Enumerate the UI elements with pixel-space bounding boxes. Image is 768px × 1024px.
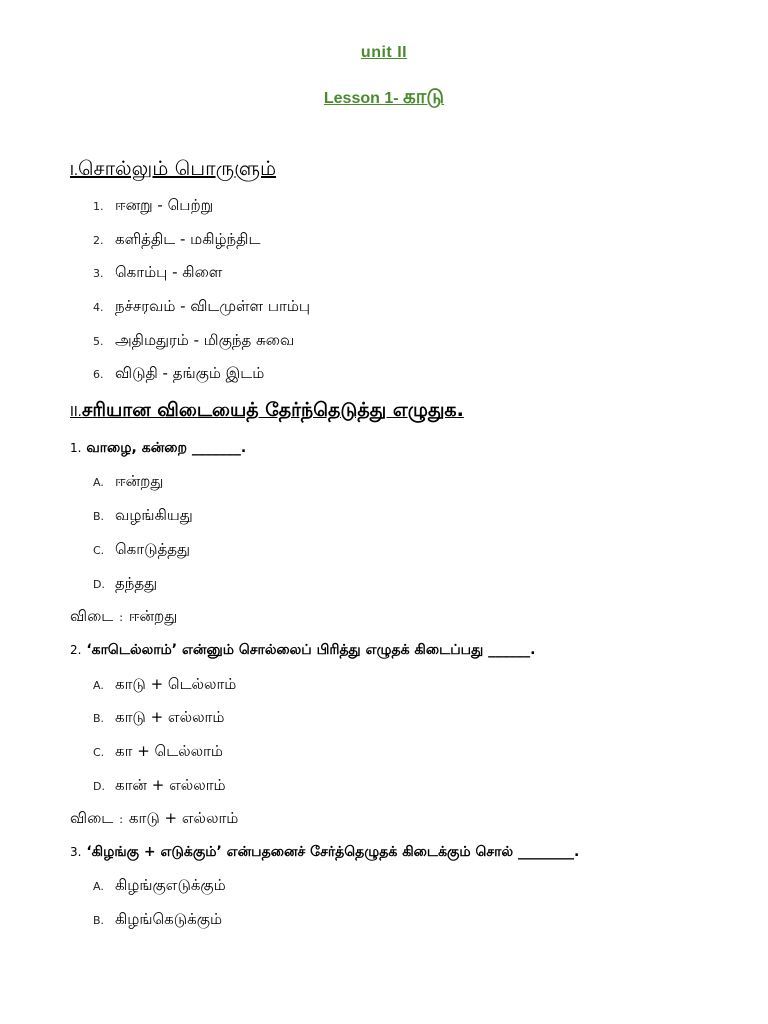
option-letter: C. [93,544,105,557]
option-text: கொடுத்தது [115,540,191,558]
item-number: 1. [93,200,104,213]
option-letter: D. [93,578,105,591]
option-b [93,506,193,526]
question-3 [70,844,579,862]
option-b [93,708,224,728]
list-item [93,331,294,351]
item-number: 2. [93,234,104,247]
option-a [93,876,226,896]
item-number: 6. [93,368,104,381]
section2-title: சரியான விடையைத் தேர்ந்தெடுத்து எழுதுக. [81,399,464,421]
question-text: ‘கிழங்கு + எடுக்கும்’ என்பதனைச் சேர்த்தெழுதக் கிடைக்கும் சொல் ________. [86,844,580,860]
list-item [93,297,310,317]
lesson-name: காடு [403,86,445,108]
option-text: காடு + டெல்லாம் [115,675,237,693]
option-text: கா + டெல்லாம் [115,742,223,760]
option-text: வழங்கியது [115,506,193,524]
question-1 [70,440,246,458]
option-letter: C. [93,746,105,759]
question-number: 1. [70,441,82,455]
list-item [93,196,213,216]
option-d [93,776,226,796]
answer-colon: : [119,611,123,624]
answer-label: விடை [70,607,114,625]
item-text: கொம்பு - கிளை [115,263,223,281]
option-letter: A. [93,880,104,893]
option-letter: B. [93,914,105,927]
option-b [93,910,222,930]
option-c [93,540,190,560]
item-text: ஈனறு - பெற்று [115,196,214,214]
option-letter: D. [93,780,105,793]
option-text: கான் + எல்லாம் [115,776,226,794]
section1-heading [70,156,276,183]
answer-1 [70,607,177,627]
section1-roman: I. [70,164,78,179]
section2-roman: II. [70,405,82,420]
answer-2 [70,809,238,829]
option-text: காடு + எல்லாம் [115,708,225,726]
item-text: நச்சரவம் - விடமுள்ள பாம்பு [115,297,311,315]
answer-text: காடு + எல்லாம் [128,809,239,827]
item-text: விடுதி - தங்கும் இடம் [115,364,265,382]
section1-title: சொல்லும் பொருளும் [77,156,277,180]
option-a [93,472,163,492]
lesson-prefix: Lesson 1- [323,90,404,107]
item-number: 3. [93,267,104,280]
question-number: 3. [70,845,82,859]
question-2 [70,642,535,660]
option-text: கிழங்குஎடுக்கும் [115,876,226,894]
list-item [93,364,264,384]
question-text: வாழை, கன்றை _______. [86,440,247,456]
unit-title: unit II [360,44,408,61]
lesson-title [0,86,768,111]
item-text: களித்திட - மகிழ்ந்திட [115,230,261,248]
option-a [93,675,236,695]
option-d [93,574,157,594]
list-item [93,263,222,283]
item-text: அதிமதுரம் - மிகுந்த சுவை [115,331,295,349]
item-number: 4. [93,301,104,314]
item-number: 5. [93,335,104,348]
section2-heading [70,399,464,424]
answer-colon: : [119,813,123,826]
option-text: ஈன்றது [115,472,164,490]
option-letter: B. [93,712,105,725]
question-number: 2. [70,643,82,657]
option-text: தந்தது [115,574,158,592]
option-letter: B. [93,510,105,523]
option-letter: A. [93,476,104,489]
answer-label: விடை [70,809,114,827]
option-text: கிழங்கெடுக்கும் [115,910,223,928]
list-item [93,230,260,250]
question-text: ‘காடெல்லாம்’ என்னும் சொல்லைப் பிரித்து எழுதக் கிடைப்பது ______. [86,642,536,658]
option-letter: A. [93,679,104,692]
answer-text: ஈன்றது [128,607,178,625]
option-c [93,742,223,762]
